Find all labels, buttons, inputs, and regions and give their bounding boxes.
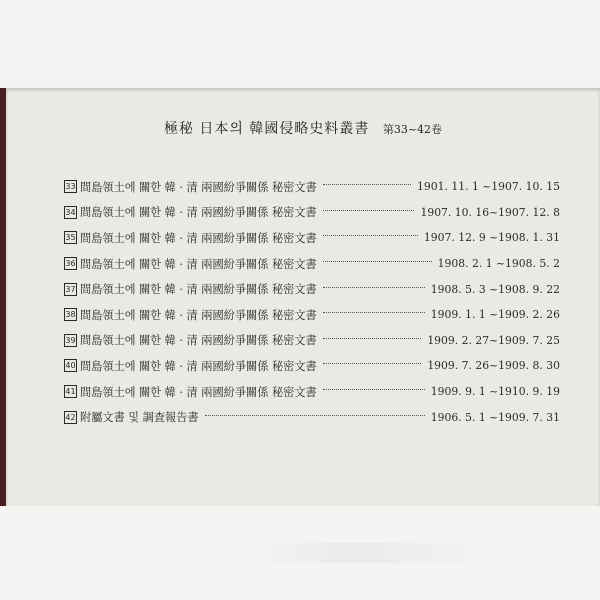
volume-number-badge: 37 <box>65 284 76 294</box>
entry-dates: 1909. 1. 1 ~1909. 2. 26 <box>430 308 560 322</box>
list-item <box>64 353 560 379</box>
entry-subject: 間島領土에 關한 韓 · 清 兩國紛爭關係 秘密文書 <box>80 257 317 271</box>
entry-dates: 1908. 5. 3 ~1908. 9. 22 <box>430 282 560 296</box>
entry-dates: 1906. 5. 1 ~1909. 7. 31 <box>430 410 560 424</box>
entry-subject: 間島領土에 關한 韓 · 清 兩國紛爭關係 秘密文書 <box>80 334 317 348</box>
entry-dates: 1901. 11. 1 ~1907. 10. 15 <box>417 180 560 194</box>
entry-subject: 間島領土에 關한 韓 · 清 兩國紛爭關係 秘密文書 <box>80 385 317 399</box>
volume-number-badge: 40 <box>65 361 76 371</box>
entry-dates: 1907. 10. 16~1907. 12. 8 <box>420 205 560 219</box>
page-title <box>6 118 600 138</box>
dot-leader <box>323 287 425 288</box>
dot-leader <box>323 210 415 211</box>
entry-dates: 1908. 2. 1 ~1908. 5. 2 <box>437 257 560 271</box>
list-item <box>64 225 560 251</box>
entry-subject: 間島領土에 關한 韓 · 清 兩國紛爭關係 秘密文書 <box>80 206 317 220</box>
volume-number-badge: 42 <box>65 412 76 422</box>
entry-subject: 間島領土에 關한 韓 · 清 兩國紛爭關係 秘密文書 <box>80 180 317 194</box>
book-page <box>0 88 600 506</box>
dot-leader <box>323 235 418 236</box>
entry-subject: 間島領土에 關한 韓 · 清 兩國紛爭關係 秘密文書 <box>80 359 317 373</box>
volume-number-badge: 38 <box>65 310 76 320</box>
entry-subject: 間島領土에 關한 韓 · 清 兩國紛爭關係 秘密文書 <box>80 283 317 297</box>
list-item <box>64 379 560 405</box>
dot-leader <box>323 363 422 364</box>
volume-number-badge: 36 <box>65 259 76 269</box>
volume-number-badge: 33 <box>65 182 76 192</box>
entry-dates: 1909. 9. 1 ~1910. 9. 19 <box>430 385 560 399</box>
list-item <box>64 276 560 302</box>
entry-dates: 1909. 2. 27~1909. 7. 25 <box>427 333 560 347</box>
volume-number-badge: 34 <box>65 207 76 217</box>
show-through-shadow <box>246 543 506 563</box>
contents-list <box>64 174 560 430</box>
entry-subject: 附屬文書 및 調査報告書 <box>80 411 199 425</box>
list-item <box>64 251 560 277</box>
volume-number-badge: 41 <box>65 387 76 397</box>
entry-subject: 間島領土에 關한 韓 · 清 兩國紛爭關係 秘密文書 <box>80 308 317 322</box>
dot-leader <box>323 338 422 339</box>
volume-number-badge: 39 <box>65 335 76 345</box>
entry-dates: 1907. 12. 9 ~1908. 1. 31 <box>423 231 560 245</box>
volume-range: 第33~42卷 <box>382 123 443 136</box>
dot-leader <box>323 389 425 390</box>
series-title: 極秘 日本의 韓國侵略史料叢書 <box>163 121 370 137</box>
dot-leader <box>205 415 425 416</box>
list-item <box>64 328 560 354</box>
entry-subject: 間島領土에 關한 韓 · 清 兩國紛爭關係 秘密文書 <box>80 231 317 245</box>
list-item <box>64 404 560 430</box>
list-item <box>64 200 560 226</box>
dot-leader <box>323 312 425 313</box>
list-item <box>64 174 560 200</box>
list-item <box>64 302 560 328</box>
dot-leader <box>323 261 432 262</box>
volume-number-badge: 35 <box>65 233 76 243</box>
dot-leader <box>323 184 411 185</box>
entry-dates: 1909. 7. 26~1909. 8. 30 <box>427 359 560 373</box>
